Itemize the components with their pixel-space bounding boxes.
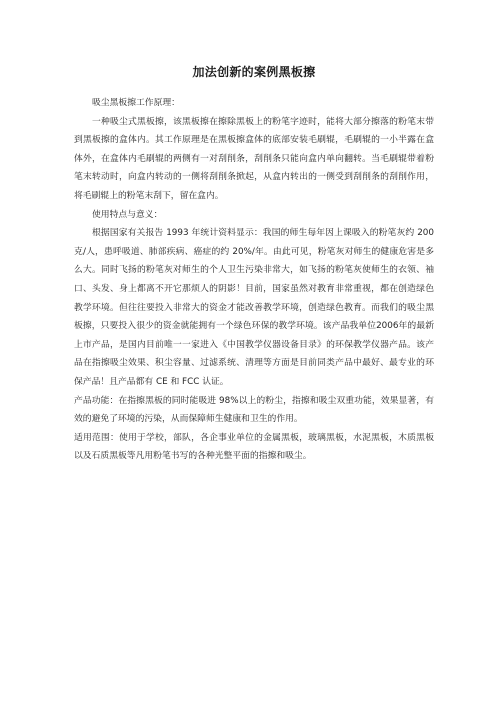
paragraph-scope: 适用范围：使用于学校，部队，各企事业单位的金属黑板，玻璃黑板，水泥黑板，木质黑板以及石质黑板等凡用粉笔书写的各种光整平面的指擦和吸尘。	[74, 432, 434, 462]
paragraph-features-heading: 使用特点与意义：	[92, 209, 163, 220]
paragraph-principle-heading: 吸尘黑板擦工作原理：	[92, 98, 180, 108]
paragraph-principle: 一种吸尘式黑板擦，该黑板擦在擦除黑板上的粉笔字迹时，能将大部分擦落的粉笔末带到黑板擦的盒体内。其工作原理是在黑板擦盒体的底部安装毛刷辊，毛刷辊的一小半露在盒体外，在盒体内毛刷辊的两侧有一对刮削条，刮削条只能向盒内单向翻转。当毛刷辊带着粉笔末转动时，向盒内转动的一侧将刮削条掀起，从盒内转出的一侧受到刮削条的刮削作用，将毛刷辊上的粉笔末刮下，留在盒内。	[74, 116, 434, 201]
paragraph-function: 产品功能：在指擦黑板的同时能吸进 98%以上的粉尘，指擦和吸尘双重功能，效果显著，有效的避免了环境的污染，从而保障师生健康和卫生的作用。	[74, 395, 434, 425]
paragraph-features: 根据国家有关报告 1993 年统计资料显示：我国的师生每年因上课吸入的粉笔灰约 200 克/人，患呼吸道、肺部疾病、癌症的约 20%/年。由此可见，粉笔灰对师生的健康危害是多么大。同时飞扬的粉笔灰对师生的个人卫生污染非常大，如飞扬的粉笔灰使师生的衣领、袖口、头发、身上都离不开它那烦人的阴影！目前，国家虽然对教育非常重视，都在创造绿色教学环境。但往往要投入非常大的资金才能改善教学环境，创造绿色教育。而我们的吸尘黑板擦，只要投入很少的资金就能拥有一个绿色环保的教学环境。该产品我单位2006年的最新上市产品，是国内目前唯一一家进入《中国教学仪器设备目录》的环保教学仪器产品。该产品在指擦吸尘效果、积尘容量、过滤系统、清理等方面是目前同类产品中最好、最专业的环保产品！且产品都有 CE 和 FCC 认证。	[74, 228, 434, 387]
document-title: 加法创新的案例黑板擦	[192, 65, 316, 79]
document-body	[74, 94, 434, 466]
